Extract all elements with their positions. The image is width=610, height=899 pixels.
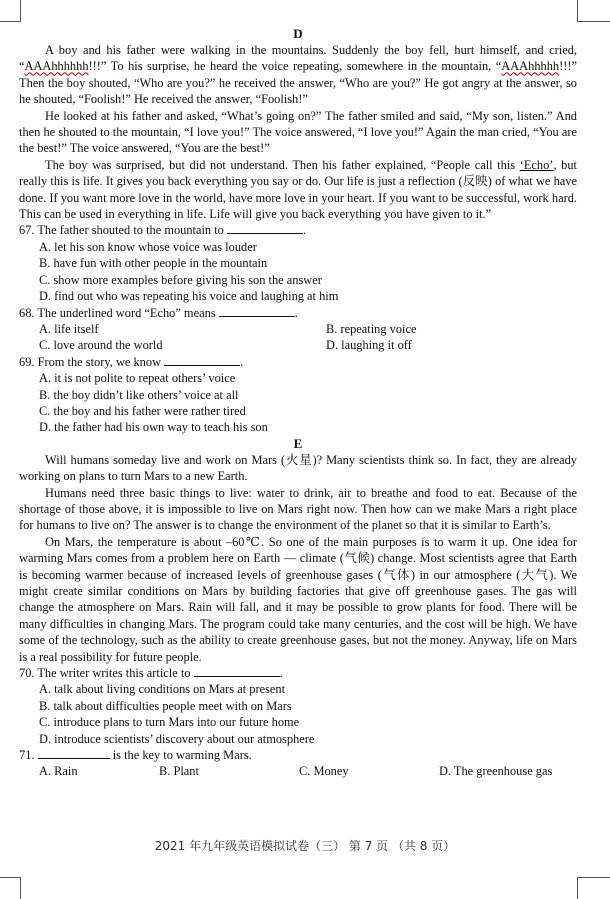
passage-e-paragraph-3: On Mars, the temperature is about –60℃. So one of the main purposes is to warm it up. One idea for warming Mars comes from a problem here on Earth — climate (气候) change. Most scientists agree that Earth is becoming warmer because of increased levels of greenhouse gases (气体) in our atmosphere (大气). We might create similar conditions on Mars by building factories that give off greenhouse gases. The gas will change the atmosphere on Mars. Rain will fall, and it may be possible to grow plants for food. There will be many difficulties in changing Mars. The program could take many centuries, and the cost will be high. We have some of the technology, such as the ability to create greenhouse gases, but not the money. Anyway, life on Mars is a real possibility for future people. [19,534,577,664]
option-67-d[interactable]: D. find out who was repeating his voice and laughing at him [39,289,339,304]
crop-mark [20,0,21,22]
option-68-d[interactable]: D. laughing it off [326,338,412,353]
spellcheck-word: AAAhhhhhh [24,59,89,74]
option-68-a[interactable]: A. life itself [39,321,99,336]
passage-e-paragraph-2: Humans need three basic things to live: water to drink, air to breathe and food to eat. Because of the shortage of those above, it is impossible to live on Mars right now. Then how can we make Mars a right place for humans to live on? The answer is to change the environment of the planet so that it is similar to Earth’s. [19,485,577,533]
question-68: 68. The underlined word “Echo” means . [19,305,298,320]
option-70-d[interactable]: D. introduce scientists’ discovery about our atmosphere [39,731,315,746]
answer-blank[interactable] [164,354,240,366]
spellcheck-word: AAAhhhhh [501,59,560,74]
answer-blank[interactable] [38,747,110,759]
passage-d-paragraph-1: A boy and his father were walking in the mountains. Suddenly the boy fell, hurt himself, and cried, “AAAhhhhhh!!!” To his surprise, he heard the voice repeating, somewhere in the mountain, “AAAhhhhh!!!” Then the boy shouted, “Who are you?” he received the answer, “Who are you?” He got angry at the answer, so he shouted, “Foolish!” He received the answer, “Foolish!” [19,43,577,107]
option-70-b[interactable]: B. talk about difficulties people meet with on Mars [39,698,292,713]
option-70-a[interactable]: A. talk about living conditions on Mars at present [39,682,286,697]
option-71-b[interactable]: B. Plant [159,764,199,779]
option-70-c[interactable]: C. introduce plans to turn Mars into our future home [39,715,300,730]
option-71-c[interactable]: C. Money [299,764,349,779]
option-69-d[interactable]: D. the father had his own way to teach his son [39,420,268,435]
option-67-b[interactable]: B. have fun with other people in the mountain [39,256,268,271]
crop-mark [0,877,21,878]
answer-blank[interactable] [194,665,280,677]
section-e-title: E [293,435,303,451]
passage-d-paragraph-2: He looked at his father and asked, “What’s going on?” The father smiled and said, “My son, listen.” And then he shouted to the mountain, “I love you!” The voice answered, “I love you!” Again the man cried, “You are the best!” The voice answered, “You are the best!” [19,108,577,156]
answer-blank[interactable] [227,222,303,234]
option-69-a[interactable]: A. it is not polite to repeat others’ voice [39,371,236,386]
answer-blank[interactable] [219,305,295,317]
question-71: 71. is the key to warming Mars. [19,748,252,763]
page-footer: 2021 年九年级英语模拟试卷（三） 第 7 页 （共 8 页） [154,839,456,853]
crop-mark [20,877,21,899]
option-row [39,321,577,337]
crop-mark [577,877,610,878]
question-69: 69. From the story, we know . [19,354,244,369]
exam-page [19,26,577,780]
option-68-c[interactable]: C. love around the world [39,338,163,353]
option-71-a[interactable]: A. Rain [39,764,78,779]
crop-mark [577,0,578,22]
crop-mark [577,21,610,22]
question-70: 70. The writer writes this article to . [19,666,283,681]
option-69-b[interactable]: B. the boy didn’t like others’ voice at all [39,387,239,402]
passage-e-paragraph-1: Will humans someday live and work on Mars (火星)? Many scientists think so. In fact, they are already working on plans to turn Mars to a new Earth. [19,452,577,484]
passage-d-paragraph-3: The boy was surprised, but did not understand. Then his father explained, “People call this ‘Echo’, but really this is life. It gives you back everything you say or do. Our life is just a reflection (反映) of what we have done. If you want more love in the world, have more love in your heart. If you want to be successful, work hard. This can be used in everything in life. Life will give you back everything you have given to it.” [19,157,577,222]
section-d-title: D [293,26,303,41]
crop-mark [0,21,21,22]
option-68-b[interactable]: B. repeating voice [326,321,417,336]
question-67: 67. The father shouted to the mountain to . [19,223,307,238]
option-71-d[interactable]: D. The greenhouse gas [439,764,553,779]
option-67-c[interactable]: C. show more examples before giving his son the answer [39,272,322,287]
crop-mark [577,877,578,899]
option-row [39,337,577,353]
option-69-c[interactable]: C. the boy and his father were rather tired [39,403,246,418]
option-row [39,763,577,779]
underlined-word-echo: ‘Echo’ [519,157,554,172]
option-67-a[interactable]: A. let his son know whose voice was louder [39,239,257,254]
